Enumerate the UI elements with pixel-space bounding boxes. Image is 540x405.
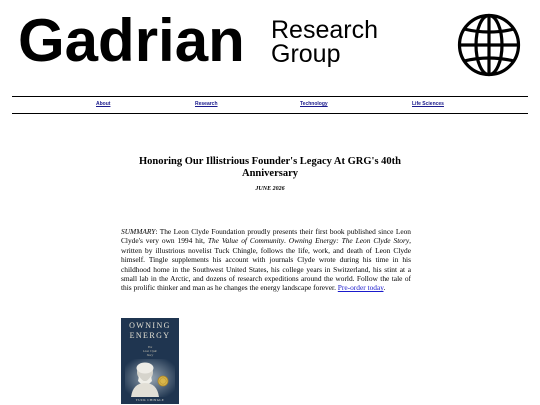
summary-text-end: . — [383, 283, 386, 293]
portrait-illustration — [125, 359, 175, 397]
main-nav — [12, 96, 528, 114]
logo-wordmark[interactable]: Gadrian — [18, 7, 245, 74]
summary-text-3: , written by illustrious novelist Tuck Chingle, follows the life, work, and death of Leon Clyde himself. Tingle supplements his account with journals Clyde wrote during his time in his childhood home in the Southwest United States, his college years in Switzerland, his stint at a small lab in the Arctic, and dozens of research expeditions around the world. Follow the tale of this prolific thinker and man as he changes the energy landscape forever. — [121, 236, 411, 293]
logo-subtitle-line1: Research — [271, 16, 378, 44]
summary-text-1: : The Leon Clyde Foundation proudly presents their first book published since Leon Clyde's very own 1994 hit, — [121, 227, 411, 246]
nav-link-research[interactable]: Research — [195, 101, 218, 107]
nav-link-life-sciences[interactable]: Life Sciences — [412, 101, 444, 107]
article-date: JUNE 2026 — [255, 186, 285, 192]
book-cover-subtitle-line1: The — [147, 345, 153, 349]
summary-text-2: . — [284, 236, 289, 246]
book-cover-subtitle-line2: Leon Clyde — [143, 349, 157, 353]
book-reference-owning-energy: Owning Energy: The Leon Clyde Story — [288, 236, 410, 246]
book-cover-title-line1: OWNING — [129, 321, 171, 330]
book-cover-author: TUCK CHINGLE — [135, 398, 165, 402]
nav-link-technology[interactable]: Technology — [300, 101, 328, 107]
book-cover-image[interactable] — [121, 318, 179, 404]
article-title: Honoring Our Illistrious Founder's Legacy At GRG's 40th Anniversary — [138, 156, 402, 179]
book-cover-subtitle — [121, 345, 179, 357]
nav-link-about[interactable]: About — [96, 101, 111, 107]
book-cover-title-line2: ENERGY — [129, 331, 171, 340]
globe-icon — [457, 13, 521, 77]
logo-subtitle — [271, 18, 378, 66]
logo-subtitle-line2: Group — [271, 40, 341, 68]
summary-label: SUMMARY — [121, 227, 156, 236]
book-cover-subtitle-line3: Story — [146, 353, 154, 357]
article-summary — [121, 227, 411, 293]
preorder-link[interactable]: Pre-order today — [337, 283, 384, 293]
book-reference-value-of-community: The Value of Community — [207, 236, 284, 246]
